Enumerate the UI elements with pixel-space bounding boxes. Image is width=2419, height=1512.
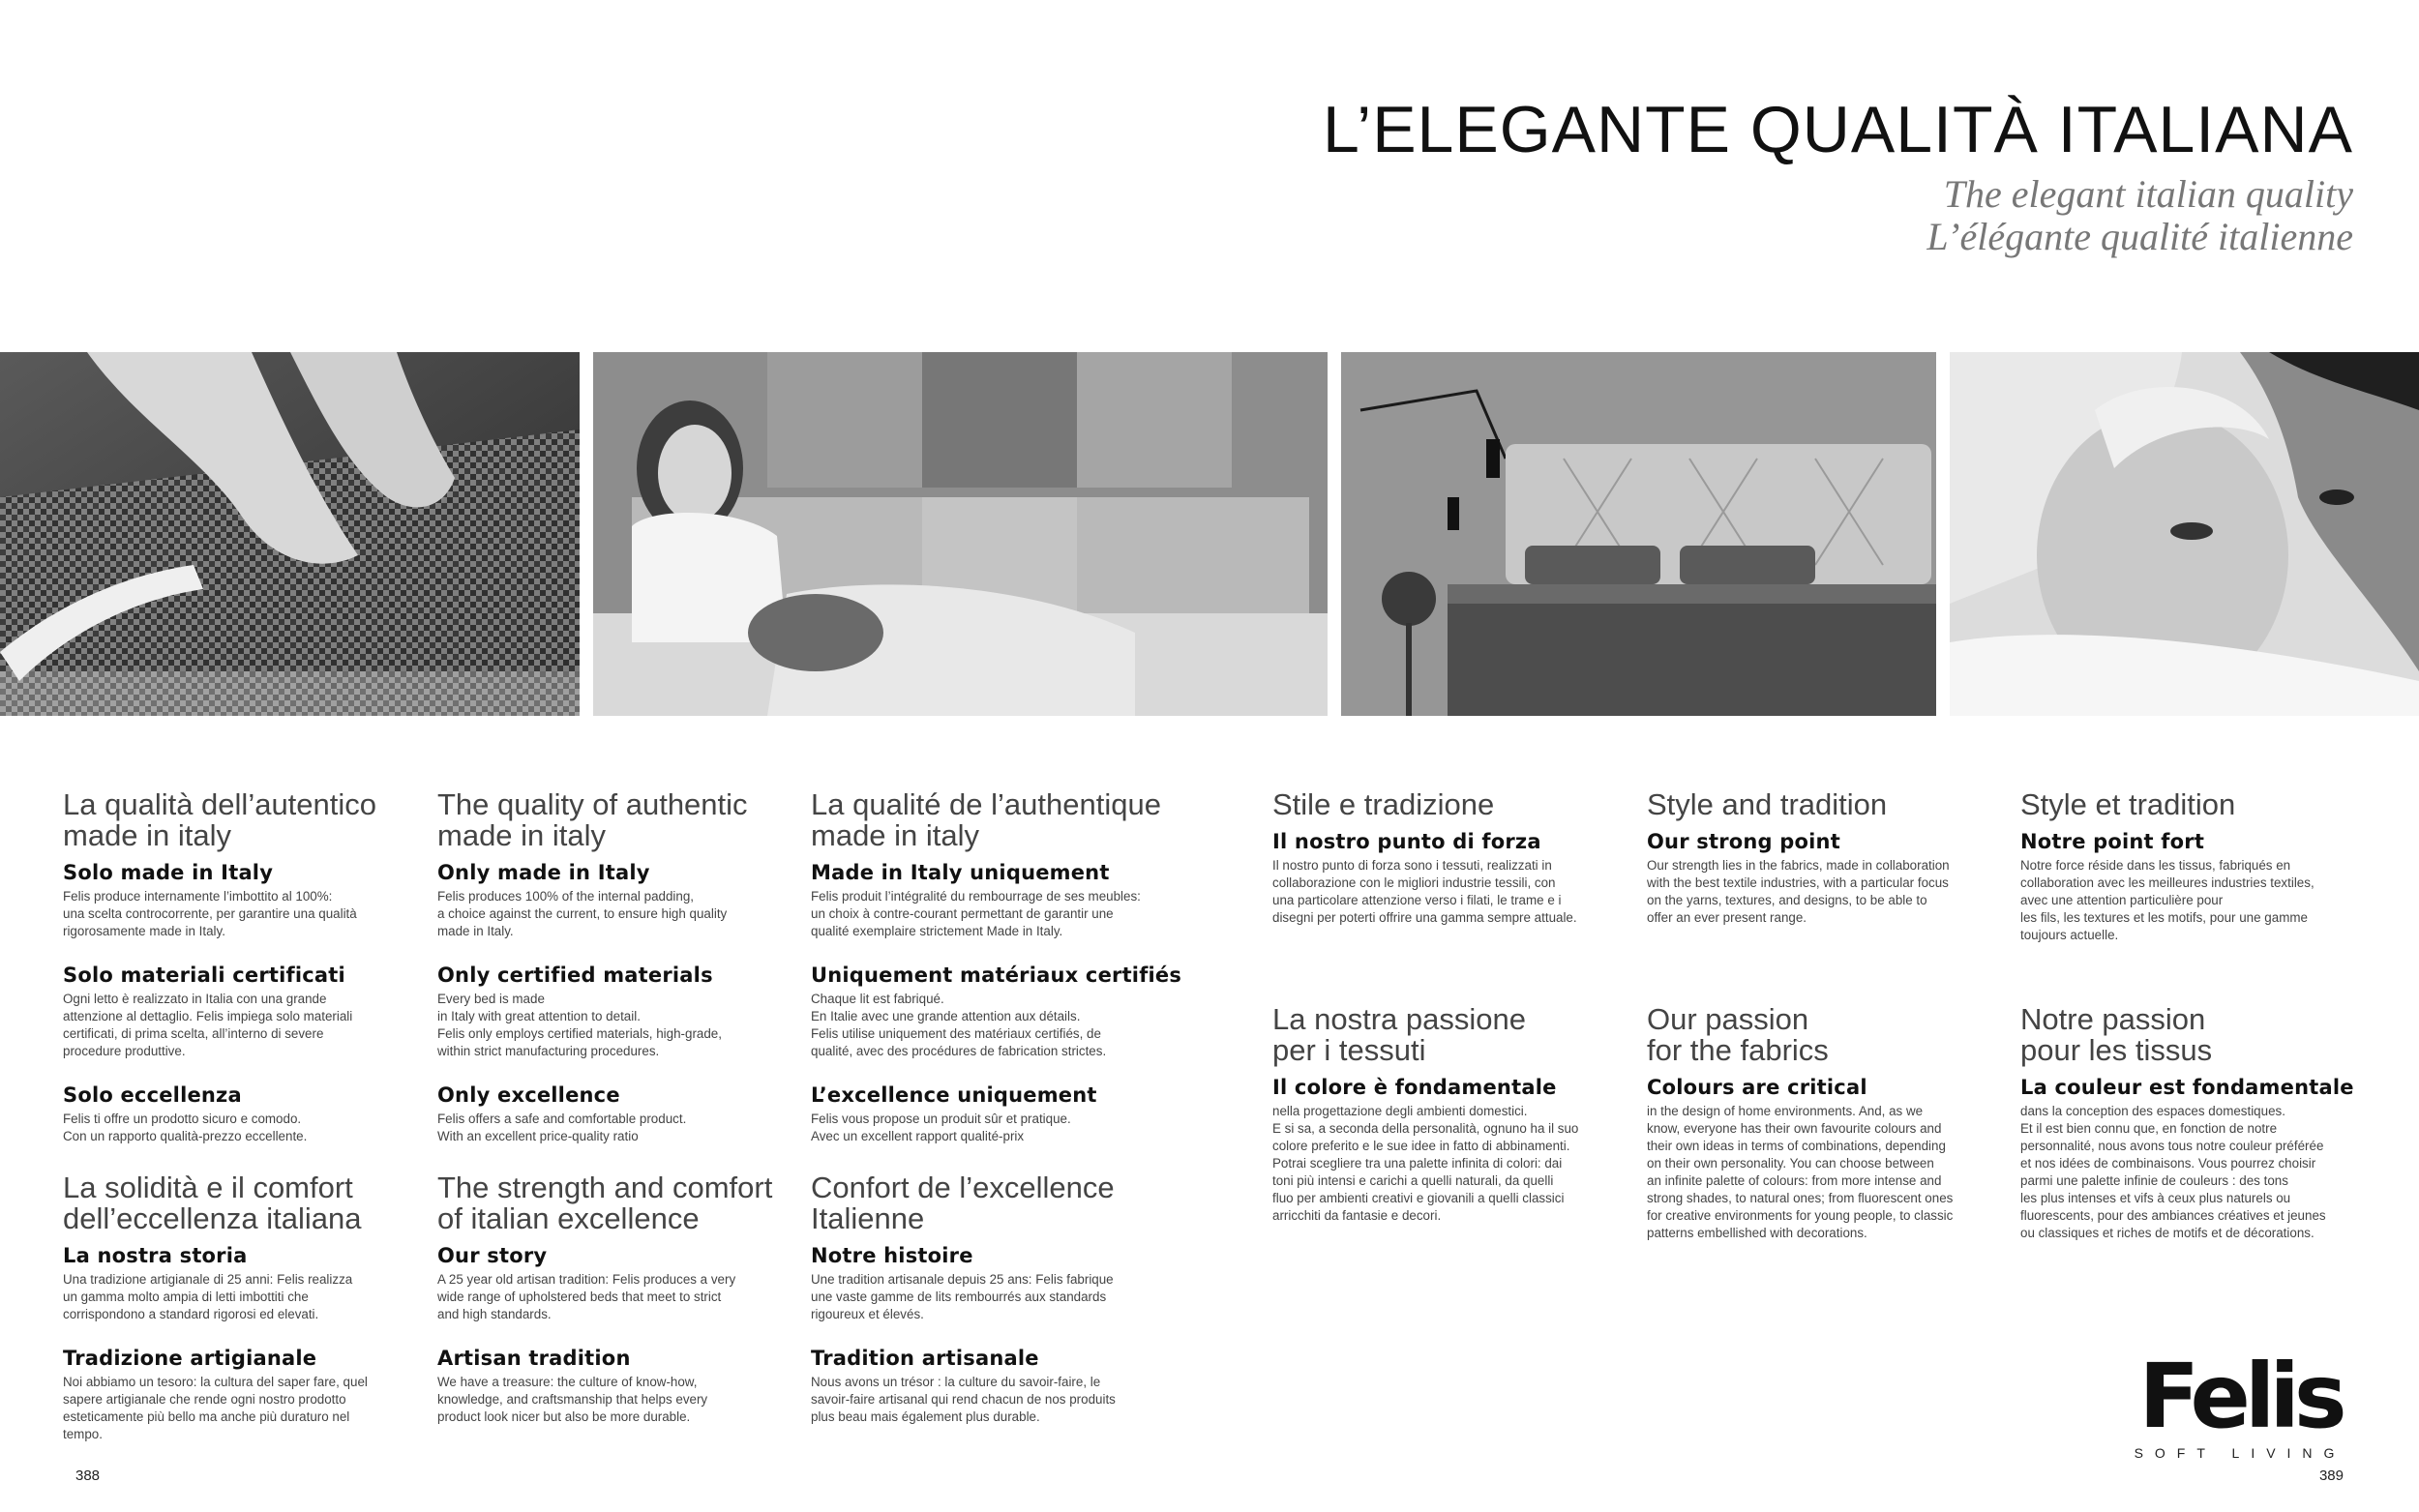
column-french-right-2 [2020,1004,2378,1242]
section-title: The quality of authentic made in italy [437,787,748,852]
body-text: Il nostro punto di forza sono i tessuti, realizzati in collaborazione con le migliori industrie tessili, con una particolare attenzione verso i filati, le trame e i disegni per poterti offrire una gamma sempre attuale. [1272,858,1577,925]
section-title: Notre passion pour les tissus [2020,1002,2213,1067]
subheading: Our story [437,1244,548,1267]
body-text: nella progettazione degli ambienti domestici. E si sa, a seconda della personalità, ognuno ha il suo colore preferito e le sue idee in fatto di abbinamenti. Potrai scegliere tra una palette infinita di colori: dai toni più intensi e carichi a quelli naturali, da quelli fluo per ambienti creativi e giovanili a quelli classici arricchiti da fantasie e decori. [1272,1104,1579,1223]
column-french-right [2020,789,2378,944]
section-title: Our passion for the fabrics [1647,1002,1829,1067]
subtitle-english: The elegant italian quality [1943,172,2353,216]
subheading: Only certified materials [437,964,713,987]
body-text: We have a treasure: the culture of know-how, knowledge, and craftsmanship that helps every product look nicer but also be more durable. [437,1375,708,1424]
subheading: Uniquement matériaux certifiés [811,964,1182,987]
body-text: Noi abbiamo un tesoro: la cultura del saper fare, quel sapere artigianale che rende ogni nostro prodotto esteticamente più bello ma anche più duraturo nel tempo. [63,1375,368,1441]
body-text: dans la conception des espaces domestiques. Et il est bien connu que, en fonction de notre personnalité, nous avons tous notre couleur préférée et nos idées de combinaisons. Vous pourrez choisir parmi une palette infinie de couleurs : des tons les plus intenses et vifs à ceux plus naturels ou fluorescents, pour des ambiances créatives et jeunes ou classiques et riches de motifs et de décorations. [2020,1104,2326,1240]
column-english-left [437,789,786,1145]
body-text: A 25 year old artisan tradition: Felis produces a very wide range of upholstered beds that meet to strict and high standards. [437,1272,736,1321]
subheading: Only made in Italy [437,861,650,884]
section-title: Stile e tradizione [1272,787,1495,821]
subheading: Il colore è fondamentale [1272,1076,1557,1099]
subtitle-french: L’élégante qualité italienne [1926,215,2353,258]
body-text: Nous avons un trésor : la culture du savoir-faire, le savoir-faire artisanal qui rend chacun de nos produits plus beau mais également plus durable. [811,1375,1116,1424]
photo-fabric-hands [0,352,580,716]
page-number-right: 389 [2318,1468,2344,1484]
subheading: Artisan tradition [437,1347,631,1370]
photo-tufted-bed [1341,352,1936,716]
subheading: La nostra storia [63,1244,248,1267]
photo-woman-on-bed [593,352,1328,716]
subheading: Notre point fort [2020,830,2205,853]
subheading: Tradition artisanale [811,1347,1039,1370]
body-text: Felis offers a safe and comfortable product. With an excellent price-quality ratio [437,1112,687,1143]
brand-logo [2124,1345,2356,1461]
section-title: La nostra passione per i tessuti [1272,1002,1526,1067]
section-title: La qualità dell’autentico made in italy [63,787,377,852]
subheading: Solo materiali certificati [63,964,345,987]
logo-tagline: SOFT LIVING [2134,1445,2346,1461]
subheading: La couleur est fondamentale [2020,1076,2354,1099]
body-text: Every bed is made in Italy with great attention to detail. Felis only employs certified materials, high-grade, within strict manufacturing procedures. [437,992,722,1058]
column-english-right-2 [1647,1004,1995,1242]
subheading: Solo eccellenza [63,1083,242,1107]
body-text: Una tradizione artigianale di 25 anni: Felis realizza un gamma molto ampia di letti imbottiti che corrispondono a standard rigorosi ed elevati. [63,1272,353,1321]
body-text: Ogni letto è realizzato in Italia con una grande attenzione al dettaglio. Felis impiega solo materiali certificati, di prima scelta, all’interno di severe procedure produttive. [63,992,353,1058]
subheading: Notre histoire [811,1244,973,1267]
body-text: Felis vous propose un produit sûr et pratique. Avec un excellent rapport qualité-prix [811,1112,1071,1143]
subheading: Il nostro punto di forza [1272,830,1541,853]
body-text: Chaque lit est fabriqué. En Italie avec une grande attention aux détails. Felis utilise uniquement des matériaux certifiés, de qualité, avec des procédures de fabrication strictes. [811,992,1107,1058]
column-italian-right [1272,789,1621,927]
body-text: Une tradition artisanale depuis 25 ans: Felis fabrique une vaste gamme de lits rembourrés aux standards rigoureux et élevés. [811,1272,1114,1321]
page-header [1323,93,2353,258]
column-italian-left [63,789,411,1145]
subheading: Made in Italy uniquement [811,861,1110,884]
section-title: The strength and comfort of italian excellence [437,1171,773,1235]
column-french-left-2 [811,1172,1188,1426]
logo-wordmark: Felis [2138,1345,2342,1448]
subheading: Solo made in Italy [63,861,274,884]
body-text: in the design of home environments. And, as we know, everyone has their own favourite colours and their own ideas in terms of combinations, depending on their own personality. You can choose between an infinite palette of colours: from more intense and strong shades, to natural ones; from fluorescent ones for creative environments for young people, to classic patterns embellished with decorations. [1647,1104,1954,1240]
subheading: Our strong point [1647,830,1840,853]
subheading: Tradizione artigianale [63,1347,317,1370]
body-text: Notre force réside dans les tissus, fabriqués en collaboration avec les meilleures industries textiles, avec une attention particulière pour les fils, les textures et les motifs, pour une gamme toujours actuelle. [2020,858,2314,942]
body-text: Felis produit l’intégralité du rembourrage de ses meubles: un choix à contre-courant permettant de garantir une qualité exemplaire strictement Made in Italy. [811,889,1141,938]
column-english-left-2 [437,1172,786,1426]
column-french-left [811,789,1188,1145]
page-number-left: 388 [75,1468,101,1484]
section-title: Style et tradition [2020,787,2236,821]
column-italian-right-2 [1272,1004,1621,1225]
column-english-right [1647,789,1995,927]
subheading: Colours are critical [1647,1076,1867,1099]
photo-couple [1950,352,2419,716]
subheading: Only excellence [437,1083,620,1107]
page-title: L’ELEGANTE QUALITÀ ITALIANA [1323,93,2353,166]
section-title: Confort de l’excellence Italienne [811,1171,1115,1235]
section-title: Style and tradition [1647,787,1888,821]
body-text: Felis produces 100% of the internal padding, a choice against the current, to ensure high quality made in Italy. [437,889,728,938]
body-text: Our strength lies in the fabrics, made in collaboration with the best textile industries, with a particular focus on the yarns, textures, and designs, to be able to offer an ever present range. [1647,858,1950,925]
section-title: La qualité de l’authentique made in italy [811,787,1161,852]
body-text: Felis ti offre un prodotto sicuro e comodo. Con un rapporto qualità-prezzo eccellente. [63,1112,308,1143]
body-text: Felis produce internamente l’imbottito al 100%: una scelta controcorrente, per garantire una qualità rigorosamente made in Italy. [63,889,357,938]
subheading: L’excellence uniquement [811,1083,1097,1107]
column-italian-left-2 [63,1172,411,1443]
section-title: La solidità e il comfort dell’eccellenza italiana [63,1171,362,1235]
